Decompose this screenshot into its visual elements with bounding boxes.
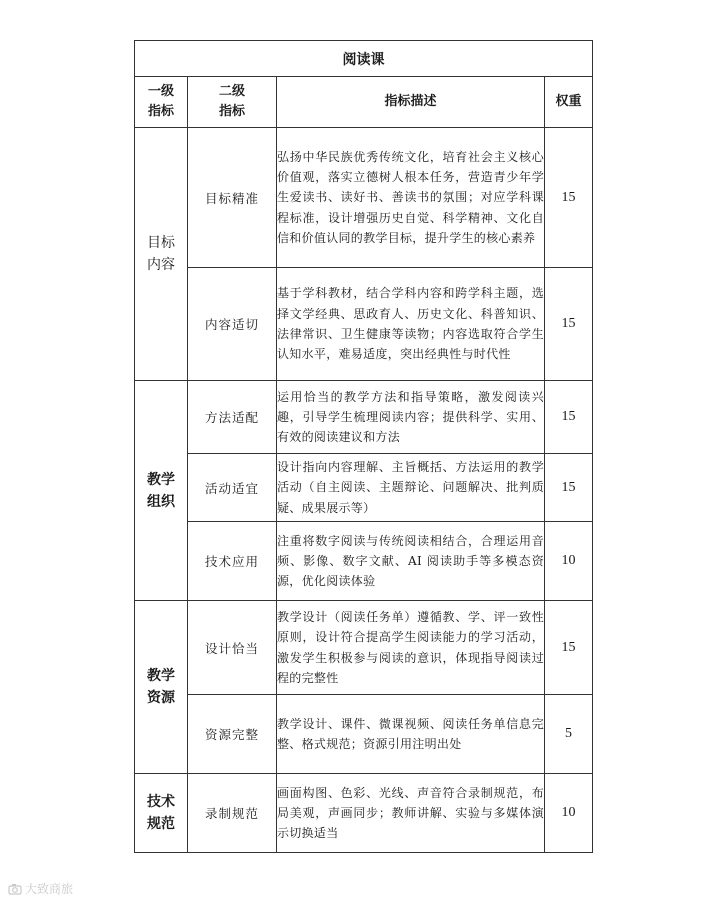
level2-indicator: 活动适宜: [188, 454, 277, 522]
table-row: [135, 381, 593, 454]
weight-value: 5: [545, 695, 593, 774]
level2-indicator: 方法适配: [188, 381, 277, 454]
weight-value: 10: [545, 774, 593, 853]
indicator-description: 设计指向内容理解、主旨概括、方法运用的教学活动（自主阅读、主题辩论、问题解决、批判质疑、成果展示等）: [277, 454, 545, 522]
level2-indicator: 资源完整: [188, 695, 277, 774]
header-weight: 权重: [545, 77, 593, 128]
weight-value: 15: [545, 128, 593, 268]
table-row: [135, 128, 593, 268]
header-level2: 二级 指标: [188, 77, 277, 128]
level2-indicator: 目标精准: [188, 128, 277, 268]
table-row: [135, 601, 593, 695]
level1-indicator: 技术 规范: [135, 774, 188, 853]
indicator-description: 运用恰当的教学方法和指导策略，激发阅读兴趣，引导学生梳理阅读内容；提供科学、实用、有效的阅读建议和方法: [277, 381, 545, 454]
weight-value: 15: [545, 454, 593, 522]
level1-indicator: 教学 资源: [135, 601, 188, 774]
indicator-description: 基于学科教材，结合学科内容和跨学科主题，选择文学经典、思政育人、历史文化、科普知识、法律常识、卫生健康等读物；内容选取符合学生认知水平，难易适度，突出经典性与时代性: [277, 268, 545, 381]
header-level1: 一级 指标: [135, 77, 188, 128]
weight-value: 15: [545, 601, 593, 695]
weight-value: 10: [545, 522, 593, 601]
rubric-table: [134, 40, 593, 853]
indicator-description: 画面构图、色彩、光线、声音符合录制规范，布局美观，声画同步；教师讲解、实验与多媒体演示切换适当: [277, 774, 545, 853]
table-row: [135, 695, 593, 774]
header-desc: 指标描述: [277, 77, 545, 128]
level2-indicator: 录制规范: [188, 774, 277, 853]
table-row: [135, 522, 593, 601]
level2-indicator: 设计恰当: [188, 601, 277, 695]
camera-icon: [8, 883, 22, 895]
indicator-description: 教学设计（阅读任务单）遵循教、学、评一致性原则，设计符合提高学生阅读能力的学习活动，激发学生积极参与阅读的意识，体现指导阅读过程的完整性: [277, 601, 545, 695]
level2-indicator: 技术应用: [188, 522, 277, 601]
watermark-text: 大致商旅: [25, 882, 74, 896]
table-title: 阅读课: [135, 41, 593, 77]
indicator-description: 注重将数字阅读与传统阅读相结合，合理运用音频、影像、数字文献、AI 阅读助手等多模态资源，优化阅读体验: [277, 522, 545, 601]
indicator-description: 教学设计、课件、微课视频、阅读任务单信息完整、格式规范；资源引用注明出处: [277, 695, 545, 774]
level2-indicator: 内容适切: [188, 268, 277, 381]
level1-indicator: 目标 内容: [135, 128, 188, 381]
table-row: [135, 774, 593, 853]
level1-indicator: 教学 组织: [135, 381, 188, 601]
weight-value: 15: [545, 381, 593, 454]
indicator-description: 弘扬中华民族优秀传统文化，培育社会主义核心价值观，落实立德树人根本任务，营造青少年学生爱读书、读好书、善读书的氛围；对应学科课程标准，设计增强历史自觉、科学精神、文化自信和价值认同的教学目标，提升学生的核心素养: [277, 128, 545, 268]
table-row: [135, 454, 593, 522]
table-row: [135, 268, 593, 381]
watermark: [8, 880, 73, 897]
weight-value: 15: [545, 268, 593, 381]
